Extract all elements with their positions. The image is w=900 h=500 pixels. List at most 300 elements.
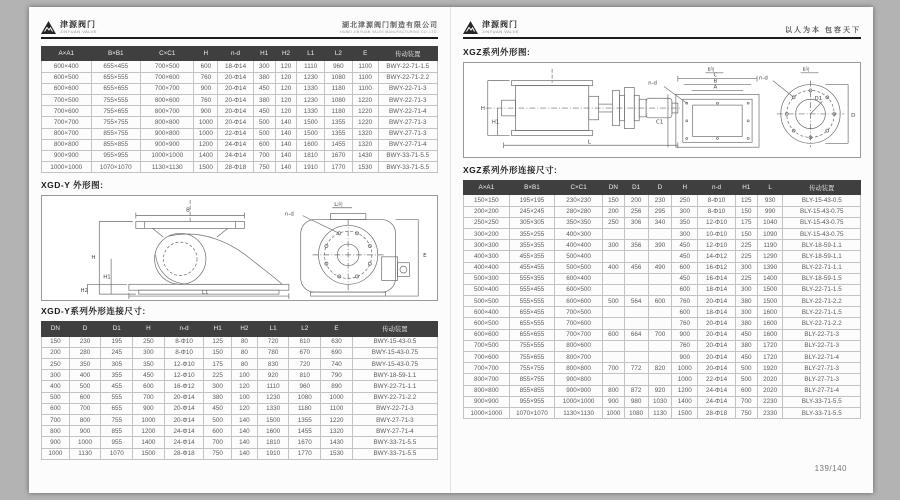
table-cell: 700 — [204, 437, 232, 448]
table-cell: 600 — [204, 426, 232, 437]
table-cell: 1070×1070 — [509, 407, 555, 418]
table-cell: 150×150 — [464, 195, 510, 206]
table-cell: 300 — [253, 61, 275, 72]
table-cell — [648, 228, 672, 239]
table-cell — [602, 352, 624, 363]
brand-name: 津源阀门 — [60, 20, 96, 29]
table-cell: 1500 — [672, 407, 698, 418]
table-cell — [602, 228, 624, 239]
column-header: L1 — [297, 47, 325, 61]
column-header: B×B1 — [509, 181, 555, 195]
table-cell — [624, 318, 648, 329]
table-cell: 600×400 — [464, 307, 510, 318]
column-header: H2 — [232, 322, 258, 336]
table-cell: 1770 — [325, 162, 353, 173]
table-cell: 1330 — [297, 83, 325, 94]
table-cell: 400 — [69, 370, 101, 381]
table-cell: 1500 — [297, 117, 325, 128]
table-cell: 380 — [253, 94, 275, 105]
table-cell: 720 — [289, 359, 321, 370]
table-cell: 225 — [735, 273, 757, 284]
table-cell: 555×355 — [509, 273, 555, 284]
brand-subtitle: JINYUAN VALVE — [60, 29, 98, 34]
dimension-label: L — [587, 139, 591, 146]
table-cell: 1220 — [352, 106, 378, 117]
brand — [463, 21, 519, 34]
table-cell: 800 — [602, 385, 624, 396]
table-cell: 1910 — [257, 448, 289, 459]
table-cell — [602, 273, 624, 284]
table-cell: BWY-22-71-3 — [378, 83, 437, 94]
table-cell: 900 — [672, 329, 698, 340]
table-cell: 120 — [232, 381, 258, 392]
table-cell: BWY-27-71-3 — [352, 414, 437, 425]
table-cell: 700×500 — [141, 61, 194, 72]
table-cell: 356 — [624, 240, 648, 251]
table-cell: 1670 — [289, 437, 321, 448]
table-row — [42, 426, 438, 437]
column-header: 传动装置 — [378, 47, 437, 61]
table-cell: 100 — [232, 392, 258, 403]
table-cell: BLY-15-43-0.75 — [783, 206, 861, 217]
table-cell: 380 — [735, 318, 757, 329]
table-cell: 350 — [672, 217, 698, 228]
company-name: 湖北津源阀门制造有限公司 — [342, 22, 438, 29]
column-header: L2 — [325, 47, 353, 61]
table-cell: 1230 — [297, 94, 325, 105]
table-cell: 610 — [289, 336, 321, 347]
table-cell: 400×400 — [464, 262, 510, 273]
table-cell: 700 — [253, 150, 275, 161]
table-cell: 655×655 — [91, 83, 141, 94]
table-cell: 20-Φ14 — [218, 106, 254, 117]
table-cell: 380 — [204, 392, 232, 403]
table-cell: 300 — [204, 381, 232, 392]
table-cell: 140 — [275, 150, 297, 161]
table-cell: 955×955 — [509, 396, 555, 407]
table-cell: 500 — [42, 392, 70, 403]
table-cell: 1720 — [757, 340, 783, 351]
table-cell — [648, 307, 672, 318]
table-cell: 1080 — [624, 407, 648, 418]
column-header: DN — [42, 322, 70, 336]
table-cell: 600×500 — [555, 284, 603, 295]
table-cell: 600 — [602, 329, 624, 340]
table-cell: 1000 — [321, 392, 353, 403]
brand-logo-icon — [41, 21, 56, 34]
table-cell: 1230 — [257, 392, 289, 403]
dimension-label: D — [851, 112, 856, 119]
table-cell: 1000×1000 — [464, 407, 510, 418]
table-cell — [602, 307, 624, 318]
table-row — [42, 392, 438, 403]
table-cell: BLY-27-71-3 — [783, 363, 861, 374]
table-cell: 256 — [624, 206, 648, 217]
column-header: H — [194, 47, 218, 61]
table-row — [42, 128, 438, 139]
table-cell: 20-Φ14 — [698, 318, 736, 329]
table-cell: 250 — [672, 195, 698, 206]
table-cell: 772 — [624, 363, 648, 374]
table-cell: 740 — [321, 359, 353, 370]
table-cell: 900 — [133, 403, 165, 414]
table-cell — [624, 284, 648, 295]
table-cell: 1180 — [289, 403, 321, 414]
table-cell — [624, 374, 648, 385]
table-row — [464, 284, 861, 295]
table-header-row — [42, 47, 438, 61]
table-cell: 690 — [321, 347, 353, 358]
column-header: A×A1 — [464, 181, 510, 195]
table-cell: 340 — [648, 217, 672, 228]
table-cell: 500×400 — [555, 251, 603, 262]
table-cell: 1600 — [257, 426, 289, 437]
table-cell: 1200 — [672, 385, 698, 396]
table-row — [464, 206, 861, 217]
table-cell: 555×555 — [509, 296, 555, 307]
table-row — [464, 363, 861, 374]
table-row — [42, 403, 438, 414]
table-cell: 120 — [275, 83, 297, 94]
table-cell: 400 — [42, 381, 70, 392]
table-cell: 1290 — [757, 251, 783, 262]
column-header: A×A1 — [42, 47, 92, 61]
table-cell: 755×755 — [91, 117, 141, 128]
table-cell: 700×500 — [464, 340, 510, 351]
table-cell: 1500 — [257, 414, 289, 425]
table-cell: 20-Φ14 — [218, 72, 254, 83]
column-header: H2 — [275, 47, 297, 61]
table-cell: 900×900 — [555, 385, 603, 396]
table-cell: BLY-22-71-2.2 — [783, 296, 861, 307]
table-cell: 755×555 — [509, 340, 555, 351]
table-cell: 2020 — [757, 385, 783, 396]
table-cell: 1180 — [325, 83, 353, 94]
table-cell: 900×800 — [555, 374, 603, 385]
column-header: H — [133, 322, 165, 336]
table-cell: 24-Φ14 — [698, 396, 736, 407]
table-cell: BLY-18-59-1.5 — [783, 273, 861, 284]
table-cell: 80 — [232, 336, 258, 347]
header-rule — [41, 37, 438, 39]
table-cell: 1400 — [757, 273, 783, 284]
dimension-label: H2 — [80, 288, 89, 295]
table-cell: BWY-33-71-5.5 — [352, 448, 437, 459]
table-cell: 1100 — [352, 61, 378, 72]
table-cell: 1080 — [289, 392, 321, 403]
table-cell: 20-Φ14 — [164, 414, 204, 425]
dimension-label: B — [713, 78, 718, 85]
table-cell: 600 — [648, 296, 672, 307]
page-header — [463, 15, 861, 34]
table-cell: 600 — [42, 403, 70, 414]
table-cell: 300 — [735, 307, 757, 318]
table-cell: 150 — [735, 228, 757, 239]
xgdy-flange-dimension-table — [41, 46, 438, 173]
table-cell: BWY-22-71-2.2 — [352, 392, 437, 403]
table-cell: 1000 — [672, 363, 698, 374]
section-title-xgdy-outline: XGD-Y 外形图: — [41, 180, 104, 191]
table-cell: 230 — [69, 336, 101, 347]
table-cell: 960 — [289, 381, 321, 392]
table-row — [464, 240, 861, 251]
table-cell: 18-Φ14 — [698, 307, 736, 318]
table-cell: 380 — [253, 72, 275, 83]
table-cell: 600×600 — [464, 329, 510, 340]
table-cell: BWY-33-71-5.5 — [378, 162, 437, 173]
table-cell: 355×355 — [509, 240, 555, 251]
table-cell: 600 — [672, 284, 698, 295]
table-cell: 306 — [624, 217, 648, 228]
table-cell: BWY-27-71-4 — [352, 426, 437, 437]
table-cell: 600 — [735, 385, 757, 396]
table-row — [42, 414, 438, 425]
table-cell: 800×700 — [141, 106, 194, 117]
table-row — [42, 336, 438, 347]
table-cell: 1770 — [289, 448, 321, 459]
column-header: B×B1 — [91, 47, 141, 61]
table-cell: 230×230 — [555, 195, 603, 206]
table-row — [464, 228, 861, 239]
table-cell: 500×300 — [464, 273, 510, 284]
table-cell: 750 — [204, 448, 232, 459]
table-cell: 300 — [133, 347, 165, 358]
table-cell: 150 — [42, 336, 70, 347]
table-cell: 355 — [101, 370, 133, 381]
table-cell: 1670 — [325, 150, 353, 161]
header-rule — [463, 37, 861, 39]
table-cell: 400 — [602, 262, 624, 273]
table-cell: 780 — [257, 347, 289, 358]
table-cell: 350 — [69, 359, 101, 370]
table-cell: 555 — [101, 392, 133, 403]
table-cell: 140 — [232, 437, 258, 448]
column-header: C×C1 — [555, 181, 603, 195]
table-row — [42, 83, 438, 94]
section-title-xgdy-dimensions: XGD-Y系列外形连接尺寸: — [41, 306, 146, 317]
table-cell: 2230 — [757, 396, 783, 407]
table-cell — [624, 340, 648, 351]
table-cell: 8-Φ10 — [164, 336, 204, 347]
brand-subtitle: JINYUAN VALVE — [482, 29, 520, 34]
table-cell: BWY-22-71-1.5 — [378, 61, 437, 72]
table-cell: 1400 — [133, 437, 165, 448]
table-cell: 225 — [735, 240, 757, 251]
catalog-spread — [29, 7, 873, 493]
table-cell: 28-Φ18 — [698, 407, 736, 418]
table-cell: 500 — [204, 414, 232, 425]
table-cell — [602, 340, 624, 351]
dimension-label: H — [480, 106, 485, 112]
table-cell: 300 — [602, 240, 624, 251]
table-cell: 450 — [204, 403, 232, 414]
table-cell: 120 — [275, 94, 297, 105]
table-cell: 1330 — [257, 403, 289, 414]
table-cell: 8-Φ10 — [698, 206, 736, 217]
table-cell: 1130×1130 — [555, 407, 603, 418]
table-cell: 1070 — [101, 448, 133, 459]
table-cell: 400×300 — [464, 251, 510, 262]
table-cell: 12-Φ10 — [698, 240, 736, 251]
table-cell: 305×305 — [509, 217, 555, 228]
table-cell: 700×600 — [555, 318, 603, 329]
table-cell: 755×655 — [91, 106, 141, 117]
table-cell: 700×600 — [464, 352, 510, 363]
table-cell: 500 — [602, 296, 624, 307]
table-cell: 120 — [232, 403, 258, 414]
table-cell: 760 — [672, 340, 698, 351]
table-cell: 664 — [624, 329, 648, 340]
table-cell: 140 — [232, 414, 258, 425]
table-cell: 20-Φ14 — [218, 117, 254, 128]
table-cell: 295 — [648, 206, 672, 217]
table-cell: 1130 — [648, 407, 672, 418]
table-cell: 655×555 — [509, 318, 555, 329]
table-cell: BWY-15-43-0.75 — [352, 347, 437, 358]
table-cell: 300 — [672, 206, 698, 217]
table-cell: 80 — [232, 359, 258, 370]
table-row — [42, 106, 438, 117]
table-cell: 2020 — [757, 374, 783, 385]
table-cell: 150 — [735, 206, 757, 217]
section-title-xgz-dimensions: XGZ系列外形连接尺寸: — [463, 165, 558, 175]
table-row — [464, 296, 861, 307]
table-cell: 140 — [275, 162, 297, 173]
table-cell: 1190 — [757, 240, 783, 251]
table-cell: 555×455 — [509, 284, 555, 295]
table-cell: 1100 — [352, 83, 378, 94]
table-cell: 500×400 — [464, 284, 510, 295]
table-cell: 1180 — [325, 106, 353, 117]
table-cell: 24-Φ14 — [218, 150, 254, 161]
table-cell: 990 — [757, 206, 783, 217]
table-cell: 700×700 — [141, 83, 194, 94]
table-cell — [648, 374, 672, 385]
table-row — [464, 307, 861, 318]
table-cell: 1000×1000 — [42, 162, 92, 173]
table-cell — [624, 273, 648, 284]
table-cell: 8-Φ10 — [164, 347, 204, 358]
table-cell: 655×655 — [509, 329, 555, 340]
table-cell: BLY-15-43-0.75 — [783, 217, 861, 228]
table-cell: 28-Φ18 — [218, 162, 254, 173]
table-cell: 1000×1000 — [141, 150, 194, 161]
table-cell: 1500 — [297, 128, 325, 139]
table-cell: 750 — [735, 407, 757, 418]
xgz-drawing-svg — [464, 63, 860, 157]
dimension-label: H — [91, 255, 96, 262]
table-cell: 300 — [735, 262, 757, 273]
table-cell: 960 — [325, 61, 353, 72]
table-cell — [648, 284, 672, 295]
table-cell: 600×400 — [42, 61, 92, 72]
table-cell: 800×700 — [42, 128, 92, 139]
table-cell: 1230 — [297, 72, 325, 83]
table-cell: 20-Φ14 — [698, 363, 736, 374]
table-cell: 600×500 — [464, 318, 510, 329]
table-cell: 900×900 — [42, 150, 92, 161]
table-cell: 855×855 — [91, 139, 141, 150]
column-header: C×C1 — [141, 47, 194, 61]
table-cell: 600×500 — [42, 72, 92, 83]
table-cell: 350 — [133, 359, 165, 370]
table-cell: 20-Φ14 — [218, 83, 254, 94]
dimension-label: D1 — [814, 96, 823, 103]
table-cell: 920 — [257, 370, 289, 381]
table-cell: 1810 — [297, 150, 325, 161]
table-row — [464, 318, 861, 329]
table-cell: 600 — [133, 381, 165, 392]
table-cell: 450 — [133, 370, 165, 381]
table-cell: 920 — [648, 385, 672, 396]
table-cell: 1130 — [69, 448, 101, 459]
table-cell: 1400 — [672, 396, 698, 407]
table-cell: 564 — [624, 296, 648, 307]
table-cell: 20-Φ14 — [164, 403, 204, 414]
table-cell: 1330 — [297, 106, 325, 117]
table-cell: BLY-22-71-3 — [783, 329, 861, 340]
column-header: H1 — [204, 322, 232, 336]
table-cell: 200 — [602, 206, 624, 217]
table-cell: 900 — [194, 106, 218, 117]
section-title-xgz-outline: XGZ系列外形图: — [463, 47, 531, 57]
table-cell: 1110 — [297, 61, 325, 72]
table-cell: 930 — [757, 195, 783, 206]
dimension-label: C — [713, 72, 718, 79]
table-cell: 1430 — [321, 437, 353, 448]
table-cell: 1455 — [289, 426, 321, 437]
table-cell: 12-Φ10 — [164, 370, 204, 381]
table-cell: BLY-27-71-4 — [783, 385, 861, 396]
table-cell — [624, 228, 648, 239]
table-cell: 1220 — [321, 414, 353, 425]
table-row — [464, 396, 861, 407]
table-cell: 600 — [672, 307, 698, 318]
brand-name: 津源阀门 — [482, 20, 518, 29]
table-cell: 250 — [133, 336, 165, 347]
table-cell: 1320 — [321, 426, 353, 437]
table-cell: 455×355 — [509, 251, 555, 262]
table-cell: 700×500 — [42, 94, 92, 105]
column-header: n-d — [164, 322, 204, 336]
column-header: n-d — [698, 181, 736, 195]
table-cell: BWY-18-59-1.1 — [352, 370, 437, 381]
table-cell: 855×855 — [509, 385, 555, 396]
table-cell: 1720 — [757, 352, 783, 363]
table-cell: 800×700 — [464, 374, 510, 385]
column-header: DN — [602, 181, 624, 195]
table-cell: 1600 — [297, 139, 325, 150]
table-cell: 280 — [69, 347, 101, 358]
table-cell: 455×455 — [509, 262, 555, 273]
table-cell: BWY-22-71-4 — [378, 106, 437, 117]
table-cell: 980 — [624, 396, 648, 407]
table-cell: 1000 — [133, 414, 165, 425]
table-cell: BLY-27-71-3 — [783, 374, 861, 385]
table-cell: 390 — [648, 240, 672, 251]
table-cell: 1030 — [648, 396, 672, 407]
column-header: 传动装置 — [783, 181, 861, 195]
table-cell: 175 — [204, 359, 232, 370]
table-cell: 1390 — [757, 262, 783, 273]
table-cell: BWY-33-71-5.5 — [378, 150, 437, 161]
table-cell: 855 — [101, 426, 133, 437]
table-row — [464, 385, 861, 396]
table-cell: 670 — [289, 347, 321, 358]
table-row — [42, 448, 438, 459]
column-header: H1 — [735, 181, 757, 195]
table-cell: 900 — [69, 426, 101, 437]
